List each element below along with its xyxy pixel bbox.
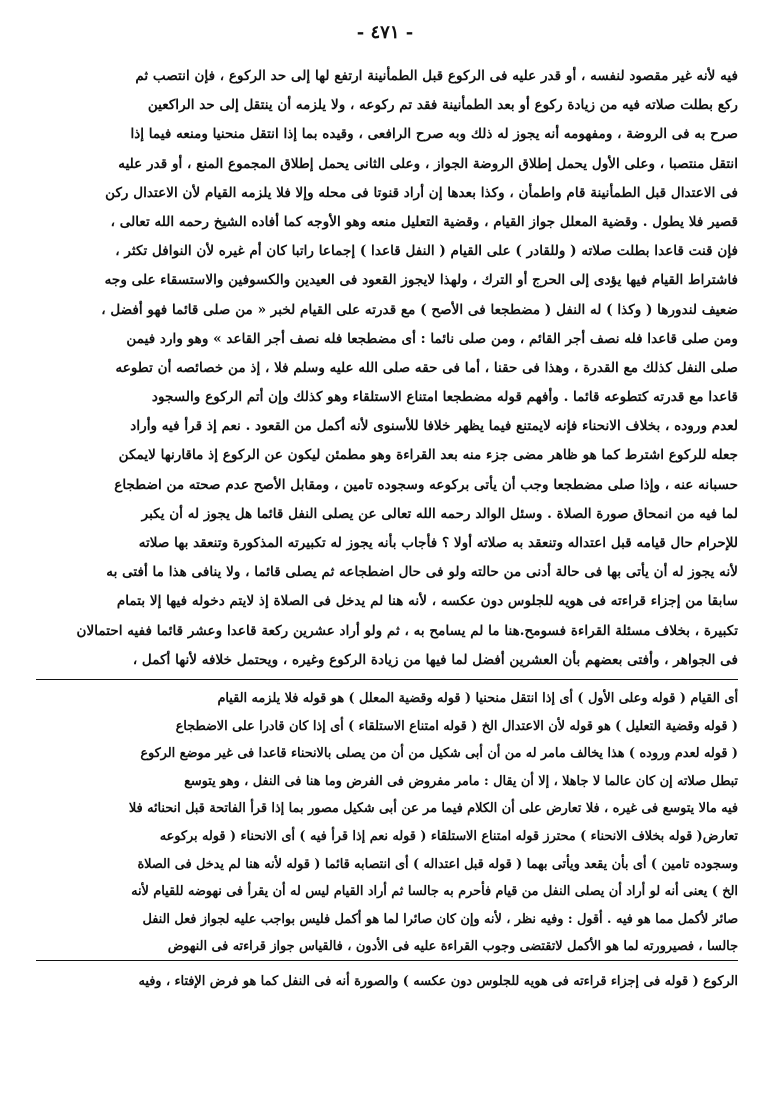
- text-line: قصير فلا يطول . وقضية المعلل جواز القيام ، وقضية التعليل منعه وهو الأوجه كما أفاده الشيخ رحمه الله تعالى ،: [110, 213, 738, 230]
- footnote-line: صائر لأكمل مما هو فيه . أقول : وفيه نظر ، لأنه وإن كان صائرا لما هو أكمل فليس بواجب عليه لجواز فعل النفل: [142, 911, 738, 927]
- text-line: انتقل منتصبا ، وعلى الأول يحمل إطلاق الروضة الجواز ، وعلى الثانى يحمل إطلاق المجموع المنع ، أو قدر عليه: [118, 155, 738, 172]
- text-line: لعدم وروده ، بخلاف الانحناء فإنه لايمتنع فيما يظهر خلافا للأسنوى لأنه أكمل من القعود . نعم إذ قرأ فيه وأراد: [130, 418, 738, 435]
- page-number: - ٤٧١ -: [356, 22, 414, 43]
- text-line: لأنه يجوز له أن يأتى بها فى حالة أدنى من حالته ولو فى حال اضطجاعه ثم يصلى قائما ، ولا ينافى هذا ما أفتى به: [106, 564, 738, 581]
- text-line: فيه لأنه غير مقصود لنفسه ، أو قدر عليه فى الركوع قبل الطمأنينة ارتفع لها إلى حد الركوع ، فإن انتصب ثم: [135, 68, 738, 84]
- footnote-line: ( قوله لعدم وروده ) هذا يخالف مامر له من أن أبى شكيل من أن من يصلى بالانحناء قاعدا فى غير موضع الركوع: [140, 746, 738, 762]
- footnote-line: تعارض( قوله بخلاف الانحناء ) محترز قوله امتناع الاستلقاء ( قوله نعم إذا قرأ فيه ) أى الانحناء ( قوله بركوعه: [159, 828, 738, 844]
- footnote-line: الخ ) يعنى أنه لو أراد أن يصلى النفل من قيام فأحرم به جالسا ثم أراد القيام ليس له أن يقرأ فى نهوضه للقيام لأنه: [131, 884, 738, 900]
- text-line: فى الاعتدال قبل الطمأنينة قام واطمأن ، وكذا بعدها إن أراد قنوتا فى محله وإلا فلا يلزمه القيام لأن الاعتدال ركن: [105, 184, 738, 201]
- text-line: سابقا من إجزاء قراءته فى هويه للجلوس دون عكسه ، لأنه هنا لم يدخل فى الصلاة إذ لايتم دخوله فيها إلا بتمام: [116, 593, 738, 610]
- text-line: ومن صلى قاعدا فله نصف أجر القائم ، ومن صلى نائما : أى مضطجعا فله نصف أجر القاعد » وهو وارد فيمن: [126, 330, 738, 347]
- text-line: ضعيف لندورها ( وكذا ) له النفل ( مضطجعا فى الأصح ) مع قدرته على القيام لخبر « من صلى قائما فهو أفضل ،: [101, 301, 738, 318]
- footnote-line: جالسا ، فصيرورته لما هو الأكمل لاتقتضى وجوب القراءة عليه فى الأدون ، فالقياس جواز قراءته فى النهوض: [167, 939, 738, 955]
- text-line: للإحرام حال قيامه قبل اعتداله وتنعقد به صلاته أولا ؟ فأجاب بأنه يجوز له تكبيرته المذكورة وتنعقد بها صلاته: [138, 535, 738, 551]
- footnote-line: ( قوله وقضية التعليل ) هو قوله لأن الاعتدال الخ ( قوله امتناع الاستلقاء ) أى إذا كان قادرا على الاضطجاع: [175, 718, 738, 734]
- text-line: قاعدا مع قدرته كتطوعه قائما . وأفهم قوله مضطجعا امتناع الاستلقاء وهو كذلك وإن أتم الركوع والسجود: [151, 389, 738, 406]
- footnotes-continued: [36, 968, 738, 996]
- text-line: فى الجواهر ، وأفتى بعضهم بأن العشرين أفضل لما فيها من زيادة الركوع وغيره ، ويحتمل خلافه لأنها أكمل ،: [132, 651, 738, 668]
- footnote-divider-secondary: [36, 960, 738, 961]
- text-line: ركع بطلت صلاته فيه من زيادة ركوع أو بعد الطمأنينة فقد تم ركوعه ، ولا يلزمه أن ينتقل إلى حد الراكعين: [147, 97, 738, 114]
- text-line: فاشتراط القيام فيها يؤدى إلى الحرج أو الترك ، ولهذا لايجوز القعود فى العيدين والكسوفين والاستسقاء على وجه: [104, 272, 738, 289]
- footnote-line: الركوع ( قوله فى إجزاء قراءته فى هويه للجلوس دون عكسه ) والصورة أنه فى النفل كما هو فرض الإفتاء ، وفيه: [138, 974, 738, 989]
- text-line: تكبيرة ، بخلاف مسئلة القراءة فسومح.هنا ما لم يسامح به ، ثم ولو أراد عشرين ركعة قاعدا وعشر قائما ففيه احتمالان: [76, 622, 738, 639]
- footnotes: [36, 685, 738, 961]
- text-line: فإن قنت قاعدا بطلت صلاته ( وللقادر ) على القيام ( النفل قاعدا ) إجماعا راتبا كان أم غيره لأن النوافل تكثر ،: [115, 243, 738, 260]
- footnote-line: وسجوده تامين ) أى بأن يقعد ويأتى بهما ( قوله قبل اعتداله ) أى انتصابه قائما ( قوله لأنه هنا لم يدخل فى الصلاة: [137, 856, 738, 872]
- footnote-divider: [36, 679, 738, 680]
- footnote-line: أى القيام ( قوله وعلى الأول ) أى إذا انتقل منحنيا ( قوله وقضية المعلل ) هو قوله فلا يلزمه القيام: [217, 691, 738, 706]
- text-line: جعله للركوع اشترط كما هو ظاهر مضى جزء منه بعد القراءة وهو مطمئن ليكون عن الركوع إذ ماقارنها لايمكن: [118, 447, 738, 464]
- text-line: صلى النفل كذلك مع القدرة ، وهذا فى حقنا ، أما فى حقه صلى الله عليه وسلم فلا ، إذ من خصائصه أن تطوعه: [115, 359, 738, 376]
- main-text: [36, 62, 738, 675]
- footnote-line: فيه مالا يتوسع فى غيره ، فلا تعارض على أن الكلام فيما مر عن أبى شكيل مصور بما إذا قرأ الفاتحة قبل انحنائه فلا: [128, 801, 738, 817]
- footnote-line: تبطل صلاته إن كان عالما لا جاهلا ، إلا أن يقال : مامر مفروض فى الفرض وما هنا فى النفل ، وهو يتوسع: [184, 773, 738, 789]
- text-line: صرح به فى الروضة ، ومفهومه أنه يجوز له ذلك وبه صرح الرافعى ، وقيده بما إذا انتقل منحنيا ومنعه فيما إذا: [130, 126, 738, 143]
- text-line: لما فيه من انمحاق صورة الصلاة . وسئل الوالد رحمه الله تعالى عن يصلى النفل قائما هل يجوز له أن يكبر: [141, 505, 738, 522]
- text-line: حسبانه عنه ، وإذا صلى مضطجعا وجب أن يأتى بركوعه وسجوده تامين ، ومقابل الأصح عدم صحته من اضطجاع: [114, 476, 738, 493]
